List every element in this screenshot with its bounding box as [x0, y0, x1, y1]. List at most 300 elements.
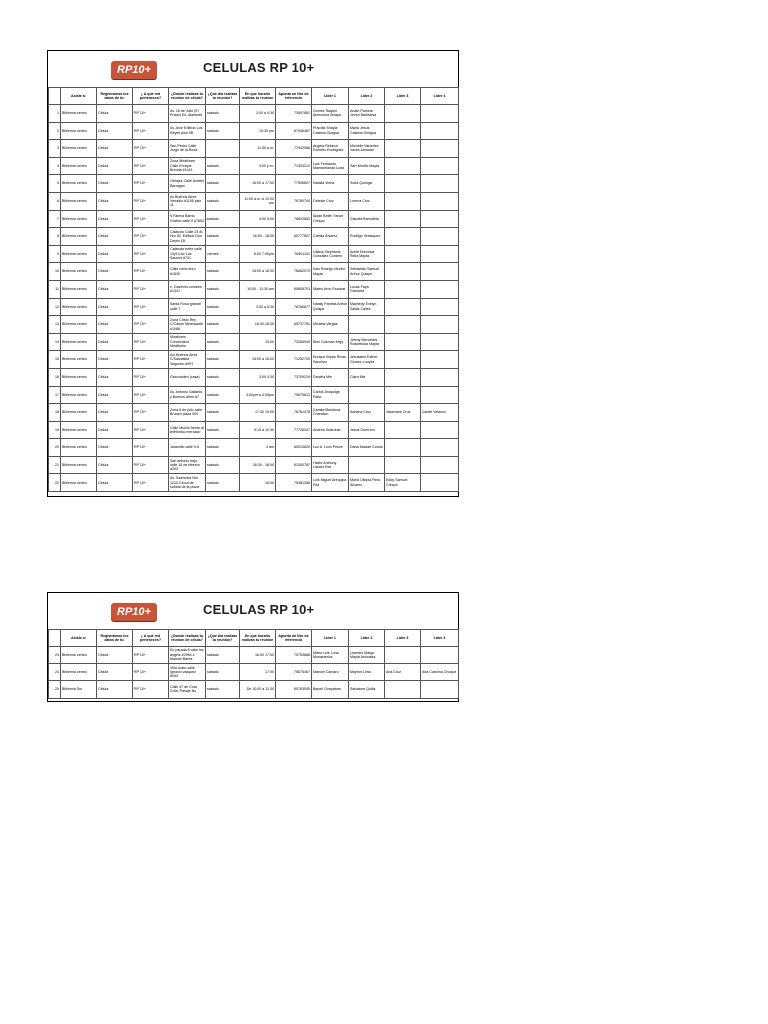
cell-hora: 6:00 7:00pm: [240, 245, 276, 263]
cell-n: 21: [49, 456, 61, 474]
cell-n: 5: [49, 175, 61, 193]
cell-red: RP 10+: [133, 351, 169, 369]
table-header-row: [49, 88, 459, 105]
cell-l4: [421, 140, 459, 158]
cell-red: RP 10+: [133, 263, 169, 281]
cell-l3: [385, 298, 421, 316]
table-row: [49, 404, 459, 422]
cell-donde: Zona Cristo Rey C/Carlos Medinacelli #1088: [169, 316, 206, 334]
cell-red: RP 10+: [133, 228, 169, 246]
cell-hora: 2:00 a 4:30: [240, 105, 276, 123]
cell-l1: Iván Rodrigo Murillo Mayta: [312, 263, 349, 281]
cell-asiste: Bhilemia centro: [61, 664, 97, 681]
cell-asiste: Bhilemia centro: [61, 228, 97, 246]
cell-l2: [349, 386, 385, 404]
cell-asiste: Bhilemia centro: [61, 421, 97, 439]
cell-l1: Enrique Bryan Rivas Sanchez: [312, 351, 349, 369]
table-row: [49, 228, 459, 246]
cell-l4: [421, 157, 459, 175]
cell-l1: Carlos Jhoquilge Pabo: [312, 386, 349, 404]
cell-l4: [421, 280, 459, 298]
cell-asiste: Bhilemia centro: [61, 245, 97, 263]
cell-red: RP 10+: [133, 210, 169, 228]
cell-ref: 71303212: [276, 157, 312, 175]
cell-l3: [385, 368, 421, 386]
column-header: Asiste a:: [61, 88, 97, 105]
cell-l3: [385, 351, 421, 369]
cell-dia: sabado: [206, 439, 240, 457]
cell-hora: 16:30-18:30: [240, 316, 276, 334]
rp10-logo: RP10+: [111, 603, 157, 621]
cell-l3: [385, 245, 421, 263]
cell-l1: Andrea Guarchar: [312, 421, 349, 439]
cell-red: RP 10+: [133, 245, 169, 263]
cell-l1: Micaela Vargas: [312, 316, 349, 334]
cell-dia: sabado: [206, 351, 240, 369]
cell-l2: Michelle Valverlez Yaves Almaran: [349, 140, 385, 158]
cell-donde: V.Fatima Barrio Grafico calle II #7852: [169, 210, 206, 228]
cell-l2: Sebastián Samuel Arthur Quispe: [349, 263, 385, 281]
cell-reg: Célula: [97, 263, 133, 281]
cell-l1: Camila Mendoza Chandion: [312, 404, 349, 422]
rp10-logo: RP10+: [111, 61, 157, 79]
cell-l3: [385, 122, 421, 140]
cell-donde: San Pedro Calle Jorge de la Reza: [169, 140, 206, 158]
cell-l1: Haled Anthony Lazaro Paz: [312, 456, 349, 474]
cell-hora: 3:00 p.m.: [240, 157, 276, 175]
cell-l4: [421, 333, 459, 351]
cell-dia: sabado: [206, 280, 240, 298]
cell-ref: 77726347: [276, 421, 312, 439]
cells-table: [48, 87, 459, 492]
cell-dia: sabado: [206, 386, 240, 404]
cell-l2: Anath Pamela Jirveri Baldivesa: [349, 105, 385, 123]
column-header: ¿Donde realizas tu reunion de célula?: [169, 88, 206, 105]
cell-ref: 67946467: [276, 122, 312, 140]
cell-hora: 16:00 17:00: [240, 647, 276, 664]
page-title: CELULAS RP 10+: [203, 60, 315, 75]
cell-donde: Miraflores Condominio Miraflores: [169, 333, 206, 351]
cell-hora: 15:30 pm: [240, 122, 276, 140]
cell-donde: En parada 8 calle los angels #2984 c. Manuel Barea: [169, 647, 206, 664]
cell-l3: [385, 280, 421, 298]
cell-l3: [385, 192, 421, 210]
cell-n: 13: [49, 316, 61, 334]
cell-l4: [421, 474, 459, 492]
column-header: Asiste a:: [61, 630, 97, 647]
cell-n: 12: [49, 298, 61, 316]
cell-n: 19: [49, 421, 61, 439]
column-header: Lider 4: [421, 88, 459, 105]
cell-l1: Bepeli Gonçalves: [312, 681, 349, 698]
cell-red: RP 10+: [133, 647, 169, 664]
cell-reg: Célula: [97, 386, 133, 404]
cell-l3: [385, 175, 421, 193]
cell-reg: Célula: [97, 456, 133, 474]
cell-reg: Célula: [97, 192, 133, 210]
cell-red: RP 10+: [133, 456, 169, 474]
cell-hora: 17:00: [240, 664, 276, 681]
cell-red: RP 10+: [133, 368, 169, 386]
cell-reg: Célula: [97, 664, 133, 681]
cell-reg: Célula: [97, 140, 133, 158]
cell-l4: [421, 228, 459, 246]
column-header: Registramos los datos de tu:: [97, 630, 133, 647]
cell-n: 16: [49, 368, 61, 386]
cell-hora: 16:30 - 18:00: [240, 456, 276, 474]
table-row: [49, 664, 459, 681]
cell-donde: Av/ Buenos Aires C/Salvatidor Segundo #997: [169, 351, 206, 369]
cell-l2: Mayron Lima: [349, 664, 385, 681]
cell-l4: [421, 421, 459, 439]
cell-dia: sabado: [206, 122, 240, 140]
column-header: Lider 1: [312, 630, 349, 647]
cell-donde: San antonio bajo calle 16 de febrero #203: [169, 456, 206, 474]
cell-dia: sabado: [206, 263, 240, 281]
column-header: ¿Que día realizas tu reunión?: [206, 88, 240, 105]
cell-hora: 17:30 19:00: [240, 404, 276, 422]
cell-donde: Av. 16 de Julio (El Prado) Ed. Alameda: [169, 105, 206, 123]
cell-n: 14: [49, 333, 61, 351]
cell-n: 18: [49, 404, 61, 422]
cell-l1: Natalia Vieira: [312, 175, 349, 193]
cell-donde: Calle roma #nro #1830: [169, 263, 206, 281]
cell-asiste: Bhilemia centro: [61, 105, 97, 123]
cell-ref: 76662070: [276, 263, 312, 281]
cell-n: 22: [49, 474, 61, 492]
table-row: [49, 333, 459, 351]
cell-n: 3: [49, 140, 61, 158]
cell-red: RP 10+: [133, 122, 169, 140]
cell-asiste: Bhilemia centro: [61, 456, 97, 474]
cell-hora: 11:00 a.m. A 12:00 am: [240, 192, 276, 210]
cell-l1: Manuel Camaro: [312, 664, 349, 681]
cell-n: 8: [49, 228, 61, 246]
cell-red: RP 10+: [133, 664, 169, 681]
cell-ref: 70753868: [276, 647, 312, 664]
cell-dia: sabado: [206, 228, 240, 246]
column-header: Lider 4: [421, 630, 459, 647]
cell-asiste: Bhilemia centro: [61, 175, 97, 193]
cell-donde: Av Buenos Aires Venadio #1195 piso 11: [169, 192, 206, 210]
cell-dia: sabado: [206, 647, 240, 664]
cell-dia: sabado: [206, 421, 240, 439]
column-header: Apunta un Nro de referencia: [276, 630, 312, 647]
cell-l1: Aldair Belen Yance Crespo: [312, 210, 349, 228]
column-header: ¿Donde realizas tu reunion de célula?: [169, 630, 206, 647]
cell-ref: 76901101: [276, 245, 312, 263]
sheet-page-2: [47, 592, 459, 702]
cell-asiste: Bhilemia centro: [61, 210, 97, 228]
cell-red: RP 10+: [133, 439, 169, 457]
cell-dia: sabado: [206, 316, 240, 334]
column-header: ¿Que día realizas tu reunión?: [206, 630, 240, 647]
cell-n: 25: [49, 681, 61, 698]
cell-donde: Zona Miraflores Calle Enrique Brenda #1441: [169, 157, 206, 175]
cell-reg: Célula: [97, 681, 133, 698]
cell-l2: Salvatore Quilla: [349, 681, 385, 698]
cell-asiste: Bhilemia centro: [61, 122, 97, 140]
cell-reg: Célula: [97, 333, 133, 351]
column-header: Apunta un Nro de referencia: [276, 88, 312, 105]
cell-ref: 77942066: [276, 140, 312, 158]
cell-l1: Mario Luis Luna Monasterios: [312, 647, 349, 664]
cells-table: [48, 629, 459, 699]
cell-l3: [385, 647, 421, 664]
cell-ref: 71252700: [276, 351, 312, 369]
cell-l3: Ana Cruz: [385, 664, 421, 681]
cell-hora: De 10:00 a 11:30: [240, 681, 276, 698]
column-header: [49, 88, 61, 105]
cell-l3: Jasemare Cruz: [385, 404, 421, 422]
cell-dia: sabado: [206, 456, 240, 474]
header-band: [48, 593, 458, 630]
cell-l2: Sarr Murillo Mayta: [349, 157, 385, 175]
cell-dia: sabado: [206, 210, 240, 228]
cell-l4: [421, 245, 459, 263]
cell-l1: Luis Miguel Arequipa Paz: [312, 474, 349, 492]
cell-l3: [385, 421, 421, 439]
cell-reg: Célula: [97, 404, 133, 422]
column-header: Lider 3: [385, 630, 421, 647]
cell-l2: Sofia Quiroga: [349, 175, 385, 193]
table-row: [49, 474, 459, 492]
cell-asiste: Bhilemia centro: [61, 263, 97, 281]
cell-hora: 3:00pm a 4:30pm: [240, 386, 276, 404]
cell-hora: 10:00 - 11:30 am: [240, 280, 276, 298]
cell-hora: 3:00 4:30: [240, 368, 276, 386]
cell-l1: Daniela Mle: [312, 368, 349, 386]
cell-asiste: Bhilemia centro: [61, 298, 97, 316]
column-header: Registramos los datos de tu:: [97, 88, 133, 105]
cell-hora: 16:00 - 18:00: [240, 228, 276, 246]
cell-l4: [421, 681, 459, 698]
cell-dia: sabado: [206, 681, 240, 698]
cell-l1: Gomez Raquel Alemonsa Zelaya: [312, 105, 349, 123]
cell-dia: sabado: [206, 105, 240, 123]
table-row: [49, 140, 459, 158]
cell-l4: [421, 351, 459, 369]
sheet-page-1: [47, 50, 459, 497]
table-row: [49, 368, 459, 386]
table-row: [49, 245, 459, 263]
cell-donde: Calle Murillo frente al telefonico mercado: [169, 421, 206, 439]
cell-asiste: Bhilemia centro: [61, 386, 97, 404]
cell-asiste: Bhilemia centro: [61, 192, 97, 210]
cell-ref: 77906607: [276, 175, 312, 193]
cell-hora: 15:00 a 16:00: [240, 351, 276, 369]
cell-asiste: Bhilemia centro: [61, 333, 97, 351]
cell-l3: Eddy Samuel Crespo: [385, 474, 421, 492]
cell-l2: Rodrigo Velasquez: [349, 228, 385, 246]
cell-red: RP 10+: [133, 140, 169, 158]
cell-l2: Dana Maciae Condo: [349, 439, 385, 457]
cell-dia: sabado: [206, 175, 240, 193]
cell-n: 15: [49, 351, 61, 369]
cell-ref: 78832853: [276, 210, 312, 228]
cell-dia: sabado: [206, 333, 240, 351]
cell-red: RP 10+: [133, 192, 169, 210]
cell-reg: Célula: [97, 421, 133, 439]
cell-donde: Calle 47 de Cota Cota, Pasaje No: [169, 681, 206, 698]
cell-n: 1: [49, 105, 61, 123]
cell-red: RP 10+: [133, 157, 169, 175]
page-title: CELULAS RP 10+: [203, 602, 315, 617]
cell-red: RP 10+: [133, 316, 169, 334]
cell-n: 20: [49, 439, 61, 457]
cell-l2: Annie Brennica Riela Mayta: [349, 245, 385, 263]
cell-ref: 60777807: [276, 228, 312, 246]
cell-l3: [385, 140, 421, 158]
cell-dia: sabado: [206, 664, 240, 681]
cell-l4: [421, 105, 459, 123]
cell-asiste: Bhilemia centro: [61, 351, 97, 369]
cell-red: RP 10+: [133, 386, 169, 404]
cell-hora: 9:15 a 10:30: [240, 421, 276, 439]
cell-red: RP 10+: [133, 105, 169, 123]
cell-l2: Maria Olinpia Pinto Álvarez: [349, 474, 385, 492]
cell-l2: Lorena Cruz: [349, 192, 385, 210]
column-header: Lider 1: [312, 88, 349, 105]
cell-dia: [206, 140, 240, 158]
cell-hora: 4:00 5:00: [240, 210, 276, 228]
column-header: ¿ A que red perteneces?: [133, 630, 169, 647]
cell-asiste: Bhilemia centro: [61, 157, 97, 175]
cell-red: RP 10+: [133, 681, 169, 698]
cell-dia: sabado: [206, 474, 240, 492]
cell-l3: [385, 157, 421, 175]
cell-l1: Luz A. Lovo Pesce: [312, 439, 349, 457]
cell-l2: Jesusalen Esther Gómez Luoyza: [349, 351, 385, 369]
column-header: [49, 630, 61, 647]
cell-hora: 16:00: [240, 474, 276, 492]
table-row: [49, 421, 459, 439]
cell-n: 23: [49, 647, 61, 664]
table-row: [49, 263, 459, 281]
cell-l4: [421, 298, 459, 316]
cell-l2: Mayhedy Evelyn Zallas Calles: [349, 298, 385, 316]
cell-l2: Leandro Margo Mayta Asinosea: [349, 647, 385, 664]
cell-n: 11: [49, 280, 61, 298]
cell-n: 9: [49, 245, 61, 263]
table-row: [49, 210, 459, 228]
cell-donde: Santa Rosa grande calle 7: [169, 298, 206, 316]
cell-l3: [385, 681, 421, 698]
cell-l3: [385, 439, 421, 457]
cell-asiste: Bhilemia centro: [61, 316, 97, 334]
cell-reg: Célula: [97, 210, 133, 228]
cell-l3: [385, 456, 421, 474]
cell-donde: Garcuniden (casa): [169, 368, 206, 386]
cell-asiste: Bhilemia centro: [61, 280, 97, 298]
cell-l3: [385, 386, 421, 404]
cell-l1: Angela Rebeca Fuentes Rodriguez: [312, 140, 349, 158]
cell-l4: [421, 386, 459, 404]
cell-donde: Zona 8 de julio calle Bruneo plaza 000: [169, 404, 206, 422]
table-row: [49, 439, 459, 457]
cell-l1: Celeste Cruz: [312, 192, 349, 210]
cell-l1: Nataly Pamela Arthur Quispe: [312, 298, 349, 316]
cell-ref: 76675467: [276, 664, 312, 681]
column-header: En que horario realizas tu reunion: [240, 630, 276, 647]
cell-ref: 73284949: [276, 333, 312, 351]
cell-ref: 65783045: [276, 681, 312, 698]
cell-dia: sabado: [206, 368, 240, 386]
table-row: [49, 105, 459, 123]
cell-l4: [421, 175, 459, 193]
cell-red: RP 10+: [133, 175, 169, 193]
cell-dia: viernes: [206, 245, 240, 263]
cell-asiste: Bhilemia centro: [61, 404, 97, 422]
cell-donde: Villa costu calle Ignacio vasquez #093: [169, 664, 206, 681]
table-row: [49, 280, 459, 298]
cell-l1: Priscilla Shayla Castedo Burgoa: [312, 122, 349, 140]
cell-red: RP 10+: [133, 474, 169, 492]
cell-red: RP 10+: [133, 298, 169, 316]
cell-n: 4: [49, 157, 61, 175]
cell-red: RP 10+: [133, 280, 169, 298]
cell-l1: Luis Fernando Mamaniranda Luna: [312, 157, 349, 175]
cell-reg: Célula: [97, 647, 133, 664]
table-row: [49, 316, 459, 334]
cell-l2: Adriana Cruz: [349, 404, 385, 422]
cell-l2: [349, 456, 385, 474]
cell-reg: Célula: [97, 245, 133, 263]
cell-l4: [421, 192, 459, 210]
cell-n: 17: [49, 386, 61, 404]
column-header: Lider 3: [385, 88, 421, 105]
column-header: Lider 2: [349, 630, 385, 647]
cell-l4: Ana Carolina Choque: [421, 664, 459, 681]
cell-asiste: Bhilemia Sur: [61, 681, 97, 698]
cell-hora: 11:00 a.m.: [240, 140, 276, 158]
table-header-row: [49, 630, 459, 647]
cell-red: RP 10+: [133, 333, 169, 351]
cell-l1: Camila Álvarez: [312, 228, 349, 246]
cell-l3: [385, 333, 421, 351]
cell-reg: Célula: [97, 316, 133, 334]
cell-asiste: Bhilemia centro: [61, 140, 97, 158]
cell-l4: [421, 122, 459, 140]
table-row: [49, 351, 459, 369]
cell-ref: 73697862: [276, 105, 312, 123]
table-row: [49, 192, 459, 210]
cell-l4: [421, 368, 459, 386]
cell-ref: 73709219: [276, 368, 312, 386]
cell-donde: Av. Arce Edificio Los Reyes piso 9B: [169, 122, 206, 140]
cell-hora: 15:00 a 16:30: [240, 263, 276, 281]
cell-l4: [421, 439, 459, 457]
cell-asiste: Bhilemia centro: [61, 474, 97, 492]
cell-dia: sabado: [206, 298, 240, 316]
cell-ref: 61300787: [276, 456, 312, 474]
cell-reg: Célula: [97, 122, 133, 140]
cell-ref: 65737781: [276, 316, 312, 334]
cell-reg: Célula: [97, 439, 133, 457]
table-row: [49, 647, 459, 664]
table-row: [49, 157, 459, 175]
cell-donde: c. Casimiro corrales #1341: [169, 280, 206, 298]
table-row: [49, 456, 459, 474]
cell-l2: [349, 316, 385, 334]
cell-reg: Célula: [97, 474, 133, 492]
cell-l1: Alex Guzman Mejy: [312, 333, 349, 351]
cell-l4: [421, 456, 459, 474]
cell-n: 2: [49, 122, 61, 140]
cell-reg: Célula: [97, 175, 133, 193]
cell-l2: Clara Mle: [349, 368, 385, 386]
cell-ref: 75381358: [276, 474, 312, 492]
